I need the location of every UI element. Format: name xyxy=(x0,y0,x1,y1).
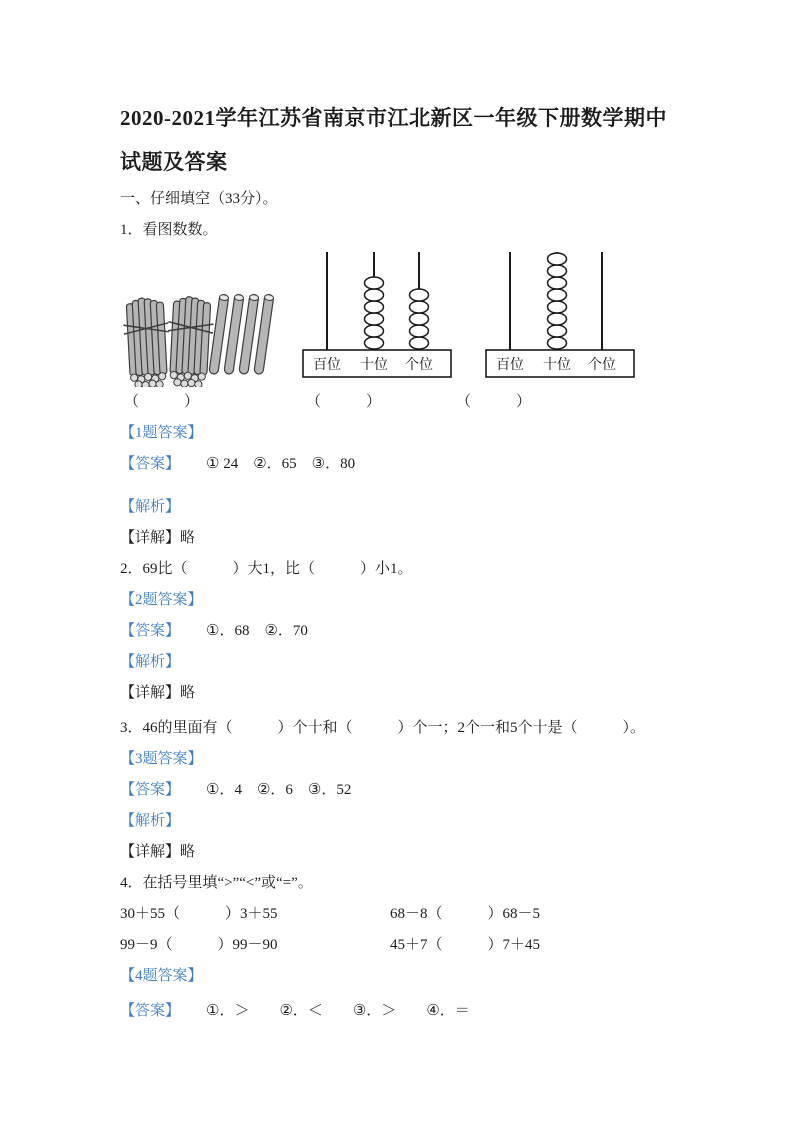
q1-answer-value: ① 24 ②．65 ③．80 xyxy=(206,456,356,472)
loose-sticks xyxy=(209,294,274,374)
abacus-right xyxy=(486,252,634,377)
q4-expressions-row-1 xyxy=(120,899,677,930)
answer-blank-3: （ ） xyxy=(456,394,532,410)
q1-answer-link[interactable]: 【1题答案】 xyxy=(120,425,203,441)
q2-analysis-link[interactable]: 【解析】 xyxy=(120,654,181,670)
title-line-1: 2020-2021学年江苏省南京市江北新区一年级下册数学期中 xyxy=(120,106,667,130)
q4-answer-link[interactable]: 【4题答案】 xyxy=(120,968,203,984)
q4-expr-2: 68－8（ ）68－5 xyxy=(390,906,541,922)
q2-answer-link-line xyxy=(120,585,677,616)
abacus-left-label-ones: 个位 xyxy=(405,358,433,373)
abacus-left xyxy=(303,252,451,377)
question-1-text: 1．看图数数。 xyxy=(120,222,218,238)
q4-expressions-row-2 xyxy=(120,930,677,961)
q1-answer-line xyxy=(120,449,677,480)
q3-answer-link-line xyxy=(120,744,677,775)
q3-detail-line xyxy=(120,837,677,868)
answer-blanks-row xyxy=(120,387,677,418)
abacus-right-tens-beads xyxy=(548,253,567,349)
q2-detail-value: 略 xyxy=(180,685,196,701)
q2-answer-label[interactable]: 【答案】 xyxy=(120,623,181,639)
q2-answer-line xyxy=(120,616,677,647)
q1-detail-line xyxy=(120,523,677,554)
abacus-right-label-ones: 个位 xyxy=(588,358,616,373)
q3-answer-link[interactable]: 【3题答案】 xyxy=(120,751,203,767)
q1-answer-link-line xyxy=(120,418,677,449)
answer-blank-2: （ ） xyxy=(306,394,382,410)
q1-detail-label: 【详解】 xyxy=(120,530,181,546)
question-4-text: 4．在括号里填“>”“<”或“=”。 xyxy=(120,875,313,891)
q4-expr-4: 45＋7（ ）7＋45 xyxy=(390,937,541,953)
q4-answer-value: ①．＞ ②．＜ ③．＞ ④．＝ xyxy=(206,1003,470,1019)
abacus-right-label-hundreds: 百位 xyxy=(496,358,524,373)
abacus-left-label-tens: 十位 xyxy=(360,358,388,373)
q3-answer-label[interactable]: 【答案】 xyxy=(120,782,181,798)
abacus-left-ones-beads xyxy=(410,289,429,349)
q1-analysis-link[interactable]: 【解析】 xyxy=(120,499,181,515)
q1-answer-label[interactable]: 【答案】 xyxy=(120,456,181,472)
q2-detail-line xyxy=(120,678,677,709)
q2-analysis-line xyxy=(120,647,677,678)
q3-answer-value: ①．4 ②．6 ③．52 xyxy=(206,782,352,798)
q3-detail-label: 【详解】 xyxy=(120,844,181,860)
q4-answer-label[interactable]: 【答案】 xyxy=(120,1003,181,1019)
q3-detail-value: 略 xyxy=(180,844,196,860)
question-2-text: 2．69比（ ）大1，比（ ）小1。 xyxy=(120,561,413,577)
question-3-text: 3．46的里面有（ ）个十和（ ）个一；2个一和5个十是（ ）。 xyxy=(120,720,646,736)
q3-answer-line xyxy=(120,775,677,806)
counting-figure-svg xyxy=(120,250,655,387)
q2-answer-value: ①．68 ②．70 xyxy=(206,623,308,639)
q3-analysis-link[interactable]: 【解析】 xyxy=(120,813,181,829)
title-line-2: 试题及答案 xyxy=(120,150,228,174)
q4-answer-link-line xyxy=(120,961,677,992)
section-heading: 一、仔细填空（33分）。 xyxy=(120,191,278,207)
q1-analysis-line xyxy=(120,492,677,523)
answer-blank-1: （ ） xyxy=(124,394,200,410)
q4-expr-3: 99－9（ ）99－90 xyxy=(120,937,278,953)
document-title xyxy=(120,96,677,184)
question-1-figure xyxy=(120,250,677,387)
q4-answer-line xyxy=(120,996,677,1027)
q2-answer-link[interactable]: 【2题答案】 xyxy=(120,592,203,608)
abacus-left-tens-beads xyxy=(365,277,384,349)
q4-expr-1: 30＋55（ ）3＋55 xyxy=(120,906,278,922)
q3-analysis-line xyxy=(120,806,677,837)
q1-detail-value: 略 xyxy=(180,530,196,546)
abacus-right-label-tens: 十位 xyxy=(543,358,571,373)
q2-detail-label: 【详解】 xyxy=(120,685,181,701)
abacus-left-label-hundreds: 百位 xyxy=(313,358,341,373)
stick-bundles xyxy=(122,296,215,387)
